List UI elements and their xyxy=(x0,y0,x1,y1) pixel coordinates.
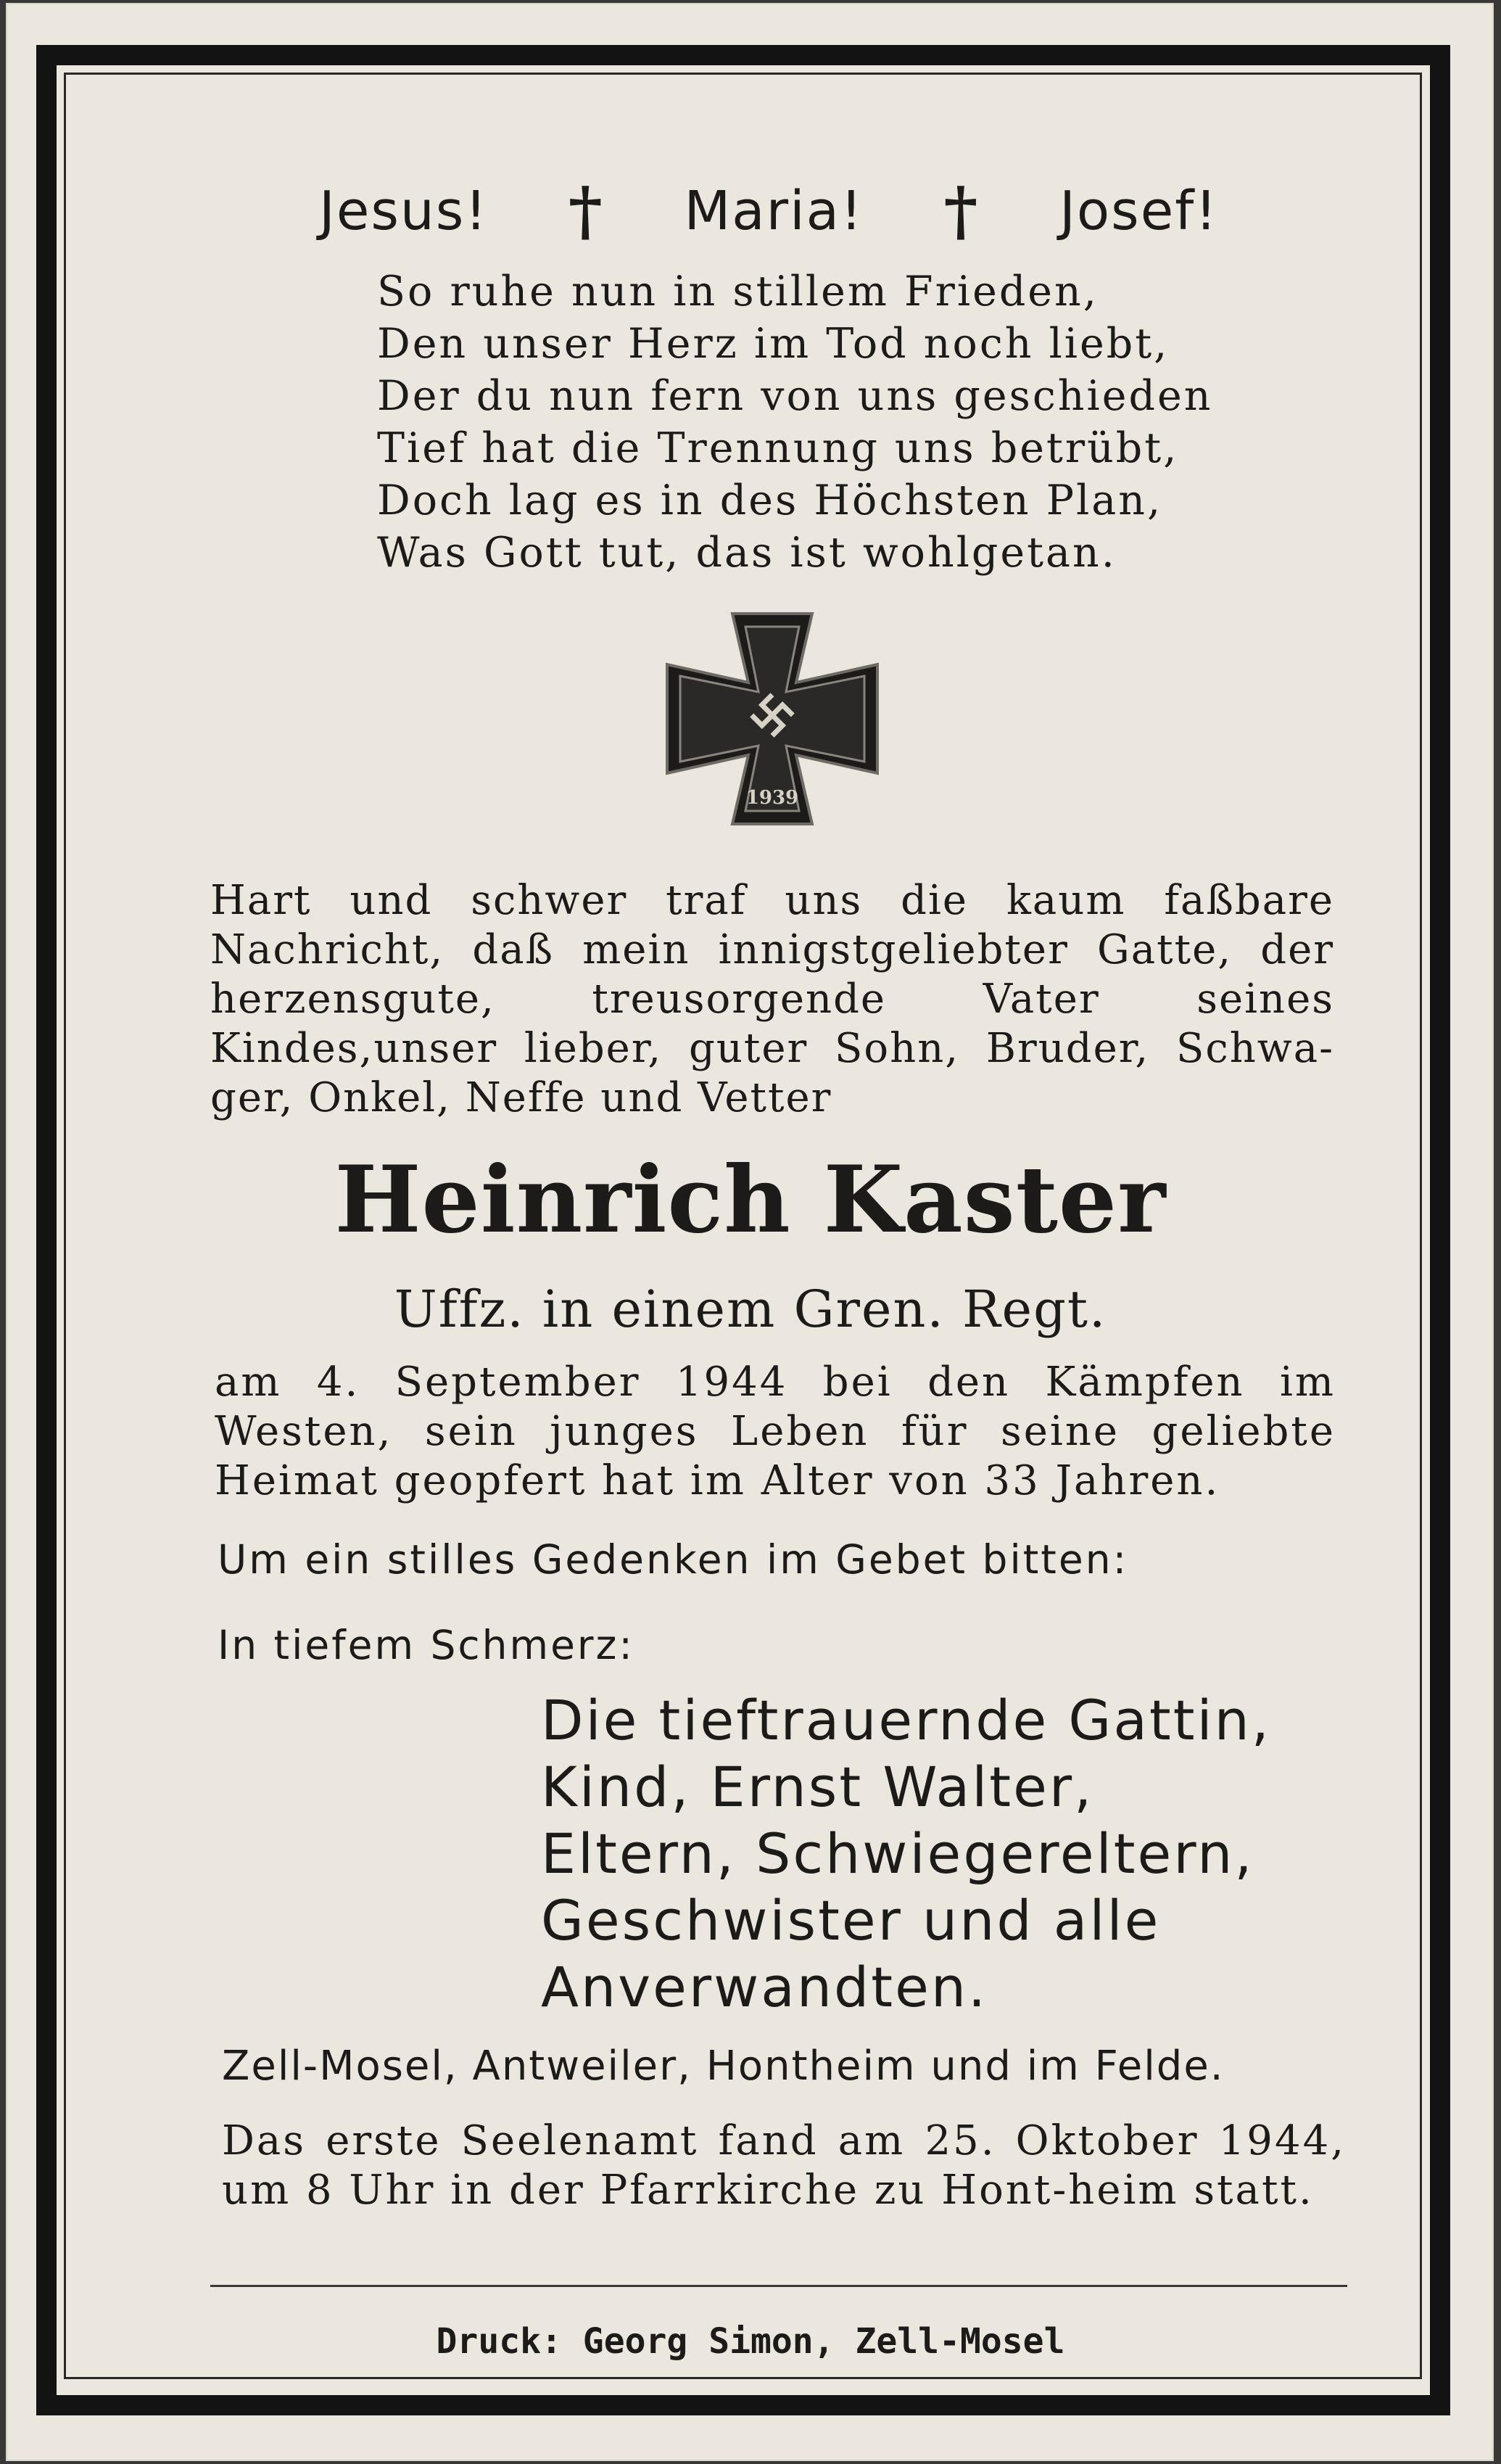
intro-paragraph: Hart und schwer traf uns die kaum faßbare Nachricht, daß mein innigstgeliebter Gatte, der herzensgute, treusorgende Vater seines Kindes,unser lieber, guter Sohn, Bruder, Schwa-ger, Onkel, Neffe und Vetter xyxy=(210,877,1334,1121)
deceased-name: Heinrich Kaster xyxy=(334,1146,1167,1253)
verse-line: Tief hat die Trennung uns betrübt, xyxy=(377,424,1179,472)
invocation-line xyxy=(319,173,1218,250)
printer-credit: Druck: Georg Simon, Zell-Mosel xyxy=(436,2321,1065,2362)
mourner-line: Eltern, Schwiegereltern, xyxy=(541,1821,1254,1886)
divider xyxy=(210,2285,1347,2287)
iron-cross-icon xyxy=(660,606,885,831)
mourner-line: Die tieftrauernde Gattin, xyxy=(541,1688,1271,1752)
death-paragraph: am 4. September 1944 bei den Kämpfen im Westen, sein junges Leben für seine geliebte Heimat geopfert hat im Alter von 33 Jahren. xyxy=(215,1359,1336,1504)
mourner-line: Anverwandten. xyxy=(541,1955,988,2019)
verse-line: So ruhe nun in stillem Frieden, xyxy=(377,268,1099,316)
mourners-list xyxy=(541,1687,1271,2021)
places-line: Zell-Mosel, Antweiler, Hontheim und im Felde. xyxy=(222,2043,1225,2090)
emblem-year: 1939 xyxy=(745,787,799,809)
service-paragraph: Das erste Seelenamt fand am 25. Oktober 1944, um 8 Uhr in der Pfarrkirche zu Hont-heim statt. xyxy=(222,2117,1346,2214)
cross-icon: † xyxy=(568,173,604,250)
verse-line: Den unser Herz im Tod noch liebt, xyxy=(377,320,1170,368)
invocation-jesus: Jesus! xyxy=(319,180,489,242)
cross-icon: † xyxy=(943,173,980,250)
remembrance-request: Um ein stilles Gedenken im Gebet bitten: xyxy=(218,1536,1129,1583)
grief-line: In tiefem Schmerz: xyxy=(218,1622,634,1668)
invocation-maria: Maria! xyxy=(684,180,864,242)
verse xyxy=(377,265,1212,579)
invocation-josef: Josef! xyxy=(1059,180,1218,242)
military-rank: Uffz. in einem Gren. Regt. xyxy=(394,1280,1107,1339)
verse-line: Doch lag es in des Höchsten Plan, xyxy=(377,477,1163,524)
iron-cross-graphic xyxy=(660,606,885,831)
mourner-line: Kind, Ernst Walter, xyxy=(541,1755,1094,1819)
verse-line: Was Gott tut, das ist wohlgetan. xyxy=(377,529,1117,577)
verse-line: Der du nun fern von uns geschieden xyxy=(377,372,1213,420)
mourner-line: Geschwister und alle xyxy=(541,1888,1161,1953)
